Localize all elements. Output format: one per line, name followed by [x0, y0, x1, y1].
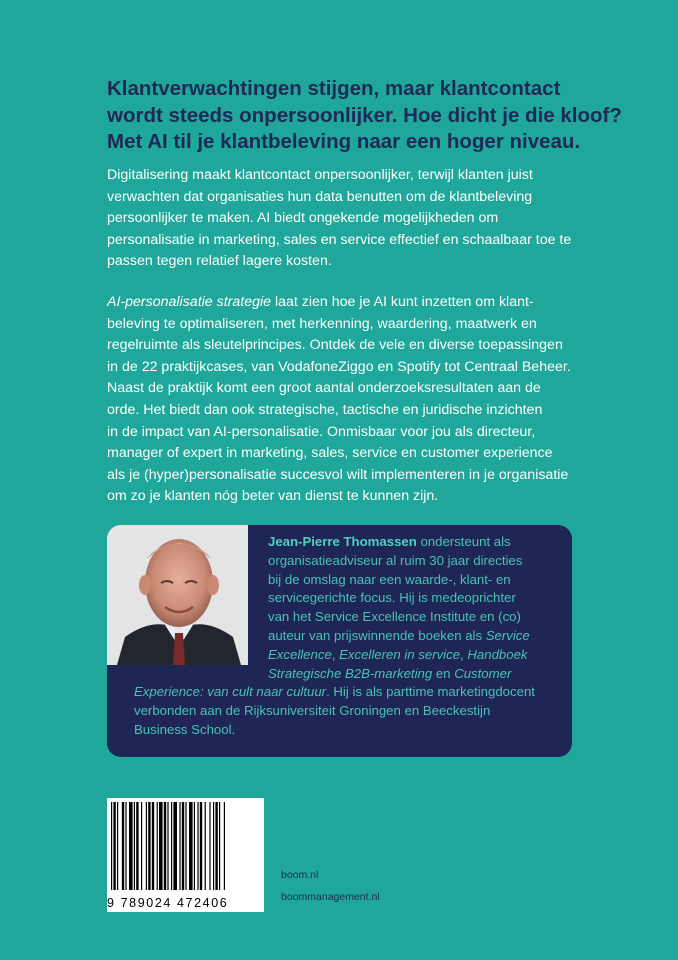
- bio-line: [107, 533, 572, 552]
- book-title: Handboek: [467, 646, 528, 662]
- paragraph-line: manager of expert in marketing, sales, service en customer experience: [107, 445, 553, 462]
- bio-line: [107, 665, 572, 684]
- paragraph-line: Naast de praktijk komt een groot aantal onderzoeksresultaten aan de: [107, 380, 541, 397]
- barcode-bar: [113, 802, 115, 890]
- barcode-bar: [141, 802, 142, 890]
- book-title: AI-personalisatie strategie: [107, 294, 272, 310]
- paragraph-line: personalisatie in marketing, sales en service effectief en schaalbaar toe te: [107, 231, 572, 248]
- paragraph-line: orde. Het biedt dan ook strategische, tactische en juridische inzichten: [107, 401, 543, 418]
- barcode-bar: [136, 802, 138, 890]
- intro-paragraph: [107, 165, 577, 273]
- barcode-bar: [171, 802, 172, 890]
- barcode-bar: [167, 802, 168, 890]
- bio-text: ondersteunt als: [416, 534, 511, 549]
- bio-text: . Hij is als parttime marketingdocent: [326, 684, 535, 700]
- author-bio-text: [107, 533, 572, 740]
- description-paragraph: [107, 292, 577, 508]
- barcode-bar: [197, 802, 198, 890]
- website-link-boom[interactable]: boom.nl: [281, 869, 319, 881]
- bio-text: en: [432, 665, 455, 681]
- barcode-bar: [219, 802, 220, 890]
- book-title: Experience: van cult naar cultuur: [134, 684, 327, 700]
- author-bio-box: [107, 525, 572, 757]
- barcode-bar: [164, 802, 166, 890]
- barcode-bar: [159, 802, 163, 890]
- bio-line: organisatieadviseur al ruim 30 jaar directies: [268, 552, 523, 568]
- bio-line: [107, 627, 572, 646]
- barcode-bar: [157, 802, 158, 890]
- bio-text: auteur van prijswinnende boeken als: [268, 627, 486, 643]
- barcode-bar: [129, 802, 133, 890]
- barcode-bar: [148, 802, 150, 890]
- paragraph-line: als je (hyper)personalisatie succesvol wilt implementeren in je organisatie: [107, 466, 569, 483]
- paragraph-text: laat zien hoe je AI kunt inzetten om klant-: [271, 294, 534, 310]
- bio-line: [107, 646, 572, 665]
- barcode-bar: [179, 802, 180, 890]
- paragraph-line: beleving te optimaliseren, met herkenning, waardering, maatwerk en: [107, 315, 537, 332]
- barcode-bar: [173, 802, 177, 890]
- barcode-bar: [209, 802, 210, 890]
- barcode-bars: [107, 798, 264, 894]
- bio-line: servicegerichte focus. Hij is medeoprichter: [268, 590, 516, 606]
- barcode-bar: [111, 802, 112, 890]
- barcode-bar: [125, 802, 126, 890]
- book-title: Strategische B2B-marketing: [268, 665, 433, 681]
- paragraph-line: regelruimte als sleutelprincipes. Ontdek de vele en diverse toepassingen: [107, 337, 563, 354]
- barcode-bar: [134, 802, 135, 890]
- barcode-bar: [152, 802, 154, 890]
- barcode-bar: [117, 802, 118, 890]
- barcode-digits: 9 789024 472406: [107, 896, 229, 910]
- book-title: Excellence: [268, 646, 332, 662]
- author-name: Jean-Pierre Thomassen: [268, 534, 417, 549]
- barcode-bar: [224, 802, 225, 890]
- bio-line: van het Service Excellence Institute en (co): [268, 609, 521, 625]
- bio-line: verbonden aan de Rijksuniversiteit Groningen en Beeckestijn: [134, 703, 491, 719]
- paragraph-line: Digitalisering maakt klantcontact onpersoonlijker, terwijl klanten juist: [107, 167, 533, 183]
- barcode-bar: [194, 802, 195, 890]
- barcode-bar: [182, 802, 184, 890]
- headline-line: wordt steeds onpersoonlijker. Hoe dicht je die kloof?: [107, 103, 622, 127]
- website-link-boommanagement[interactable]: boommanagement.nl: [281, 891, 380, 903]
- headline: [107, 76, 627, 156]
- paragraph-line: om zo je klanten nóg beter van dienst te kunnen zijn.: [107, 488, 439, 505]
- barcode-bar: [213, 802, 214, 890]
- bio-line: bij de omslag naar een waarde-, klant- en: [268, 571, 511, 587]
- barcode-bar: [122, 802, 124, 890]
- paragraph-line: in de 22 praktijkcases, van VodafoneZiggo en Spotify tot Centraal Beheer.: [107, 358, 571, 375]
- paragraph-line: verwachten dat organisaties hun data benutten om de klantbeleving: [107, 188, 533, 205]
- paragraph-line: in de impact van AI-personalisatie. Onmisbaar voor jou als directeur,: [107, 423, 536, 440]
- barcode-bar: [200, 802, 202, 890]
- bio-text: ,: [331, 646, 340, 662]
- isbn-barcode: [107, 798, 264, 912]
- paragraph-line: [107, 292, 577, 314]
- headline-line: Met AI til je klantbeleving naar een hoger niveau.: [107, 130, 581, 153]
- barcode-bar: [205, 802, 206, 890]
- barcode-bar: [189, 802, 193, 890]
- bio-line: Business School.: [134, 721, 236, 737]
- barcode-bar: [185, 802, 186, 890]
- paragraph-line: persoonlijker te maken. AI biedt ongekende mogelijkheden om: [107, 210, 499, 227]
- book-title: Excelleren in service: [339, 646, 461, 662]
- bio-text: ,: [460, 646, 468, 662]
- book-title: Customer: [454, 665, 512, 681]
- barcode-bar: [146, 802, 147, 890]
- headline-line: Klantverwachtingen stijgen, maar klantcontact: [107, 77, 561, 100]
- bio-line: [107, 683, 572, 702]
- book-title: Service: [485, 627, 530, 643]
- barcode-bar: [215, 802, 217, 890]
- paragraph-line: passen tegen relatief lagere kosten.: [107, 253, 332, 270]
